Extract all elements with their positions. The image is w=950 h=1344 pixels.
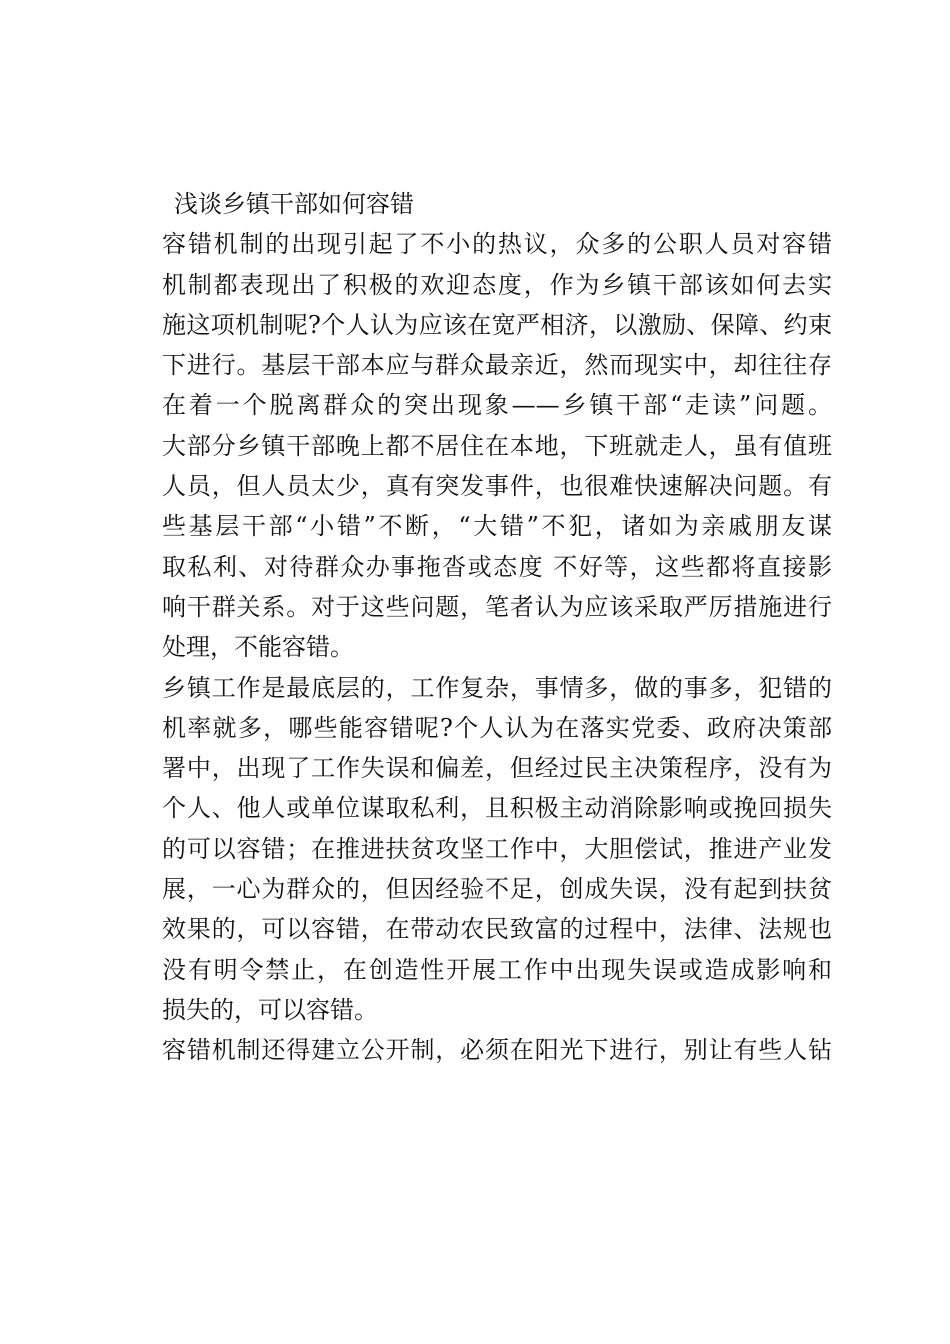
text-line: 容错机制还得建立公开制，必须在阳光下进行，别让有些人钻 (162, 1036, 832, 1065)
text-line: 个人、他人或单位谋取私利，且积极主动消除影响或挽回损失 (162, 794, 832, 823)
text-line: 在着一个脱离群众的突出现象——乡镇干部“走读”问题。 (162, 391, 832, 420)
paragraph-1 (162, 224, 832, 425)
text-line: 乡镇工作是最底层的，工作复杂，事情多，做的事多，犯错的 (162, 673, 832, 702)
text-line: 下进行。基层干部本应与群众最亲近，然而现实中，却往往存 (162, 351, 832, 380)
text-line: 没有明令禁止，在创造性开展工作中出现失误或造成影响和 (162, 955, 832, 984)
text-line: 机率就多，哪些能容错呢?个人认为在落实党委、政府决策部 (162, 713, 832, 742)
text-line: 机制都表现出了积极的欢迎态度，作为乡镇干部该如何去实 (162, 270, 832, 299)
text-line: 损失的，可以容错。 (162, 995, 378, 1024)
text-line: 容错机制的出现引起了不小的热议，众多的公职人员对容错 (162, 230, 832, 259)
text-line: 大部分乡镇干部晚上都不居住在本地，下班就走人，虽有值班 (162, 431, 832, 460)
paragraph-2 (162, 426, 832, 668)
text-line: 的可以容错；在推进扶贫攻坚工作中，大胆偿试，推进产业发 (162, 834, 832, 863)
paragraph-3 (162, 668, 832, 1031)
text-line: 响干群关系。对于这些问题，笔者认为应该采取严厉措施进行 (162, 592, 832, 621)
document-title: 浅谈乡镇干部如何容错 (174, 190, 414, 218)
document-body (162, 184, 832, 1071)
text-line: 些基层干部“小错”不断，“大错”不犯，诸如为亲戚朋友谋 (162, 512, 832, 541)
text-line: 施这项机制呢?个人认为应该在宽严相济，以激励、保障、约束 (162, 310, 832, 339)
text-line: 人员，但人员太少，真有突发事件，也很难快速解决问题。有 (162, 472, 832, 501)
text-line: 展，一心为群众的，但因经验不足，创成失误，没有起到扶贫 (162, 875, 832, 904)
text-line: 效果的，可以容错，在带动农民致富的过程中，法律、法规也 (162, 915, 832, 944)
paragraph-4 (162, 1030, 832, 1070)
text-line: 署中，出现了工作失误和偏差，但经过民主决策程序，没有为 (162, 754, 832, 783)
text-line: 取私利、对待群众办事拖沓或态度 不好等，这些都将直接影 (162, 552, 832, 581)
text-line: 处理，不能容错。 (162, 633, 354, 662)
